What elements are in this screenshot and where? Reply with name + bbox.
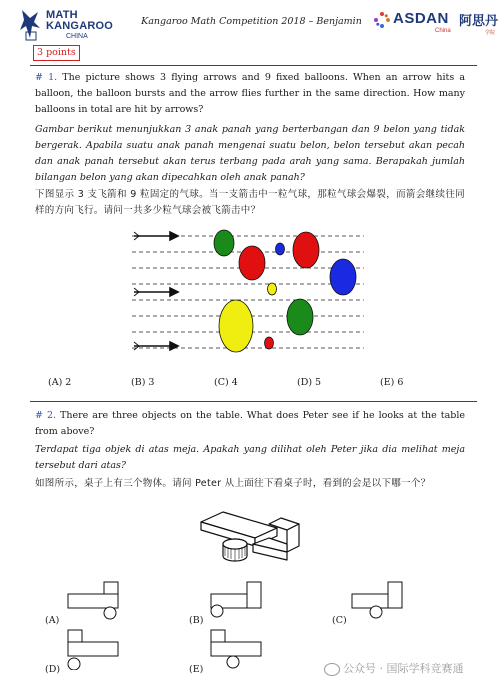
wechat-icon — [324, 663, 340, 676]
divider — [30, 401, 477, 402]
asdan-mark-icon — [373, 11, 391, 29]
points-badge: 3 points — [33, 45, 80, 61]
q1-text-en: The picture shows 3 flying arrows and 9 fixed balloons. When an arrow hits a balloon, the balloon bursts and the arrow flies further in the same direction. How many balloons in total are hit by arrows? — [35, 72, 465, 115]
balloon-blue-small — [276, 243, 285, 255]
q2-option-c[interactable]: (C) — [332, 615, 347, 626]
q1-option-b[interactable]: (B) 3 — [131, 377, 155, 388]
balloon-yellow-large — [219, 300, 253, 352]
q2-view-c[interactable] — [346, 580, 411, 620]
balloon-green-1 — [214, 230, 234, 256]
asdan-sub: China — [435, 28, 451, 34]
logo-line2: KANGAROO — [46, 20, 113, 32]
balloon-green-2 — [287, 299, 313, 335]
q2-view-d[interactable] — [60, 628, 125, 670]
q1-option-c[interactable]: (C) 4 — [214, 377, 238, 388]
q2-text-en: There are three objects on the table. What does Peter see if he looks at the table from above? — [35, 410, 465, 437]
q2-view-e[interactable] — [203, 628, 268, 670]
q2-option-d[interactable]: (D) — [45, 664, 61, 675]
arrow-top — [134, 232, 178, 240]
q1-text-zh: 下图显示 3 支飞箭和 9 粒固定的气球。当一支箭击中一粒气球，那粒气球会爆裂，而箭会继续往同样的方向飞行。请问一共多少粒气球会被飞箭击中？ — [35, 189, 465, 216]
watermark — [324, 660, 464, 676]
q2-text-ms: Terdapat tiga objek di atas meja. Apakah yang dilihat oleh Peter jika dia melihat meja tersebut dari atas? — [35, 444, 465, 471]
asdan-cn-sub: 学院 — [485, 30, 496, 36]
asdan-logo — [373, 8, 498, 38]
balloon-yellow-small — [268, 283, 277, 295]
asdan-cn: 阿思丹 — [459, 14, 499, 29]
logo-line1: MATH — [46, 9, 78, 21]
q1-option-d[interactable]: (D) 5 — [297, 377, 322, 388]
logo-line3: CHINA — [66, 33, 88, 40]
arrow-middle — [134, 288, 178, 296]
balloon-red-2 — [293, 232, 319, 268]
asdan-brand: ASDAN — [393, 10, 449, 27]
q2-text-zh: 如图所示，桌子上有三个物体。请问 Peter 从上面往下看桌子时，看到的会是以下哪一个？ — [35, 478, 431, 489]
q2-option-b[interactable]: (B) — [189, 615, 204, 626]
q1-english — [35, 70, 465, 118]
q1-option-a[interactable]: (A) 2 — [48, 377, 72, 388]
balloon-red-1 — [239, 246, 265, 280]
table-objects-figure — [195, 508, 310, 568]
q2-view-a[interactable] — [60, 580, 125, 620]
q2-option-e[interactable]: (E) — [189, 664, 204, 675]
q2-number: # 2. — [35, 410, 57, 421]
divider — [30, 65, 477, 66]
balloon-arrow-figure — [132, 222, 372, 357]
balloon-blue-large — [330, 259, 356, 295]
q1-number: # 1. — [35, 72, 58, 83]
arrow-bottom — [134, 342, 178, 350]
balloons — [214, 230, 356, 352]
q2-option-a[interactable]: (A) — [45, 615, 60, 626]
q1-text-ms: Gambar berikut menunjukkan 3 anak panah yang berterbangan dan 9 belon yang tidak bergerak. Apabila suatu anak panah mengenai suatu belon, belon tersebut akan pecah dan anak panah tersebut akan terus terbang pada arah yang sama. Berapakah jumlah bilangan belon yang akan dipecahkan oleh anak panah? — [35, 124, 465, 183]
q2-english — [35, 408, 465, 440]
page-header-title: Kangaroo Math Competition 2018 – Benjamin — [141, 16, 362, 27]
q2-view-b[interactable] — [203, 580, 268, 620]
watermark-text: 公众号 · 国际学科竞赛通 — [343, 662, 464, 675]
balloon-red-small — [265, 337, 274, 349]
q1-option-e[interactable]: (E) 6 — [380, 377, 404, 388]
